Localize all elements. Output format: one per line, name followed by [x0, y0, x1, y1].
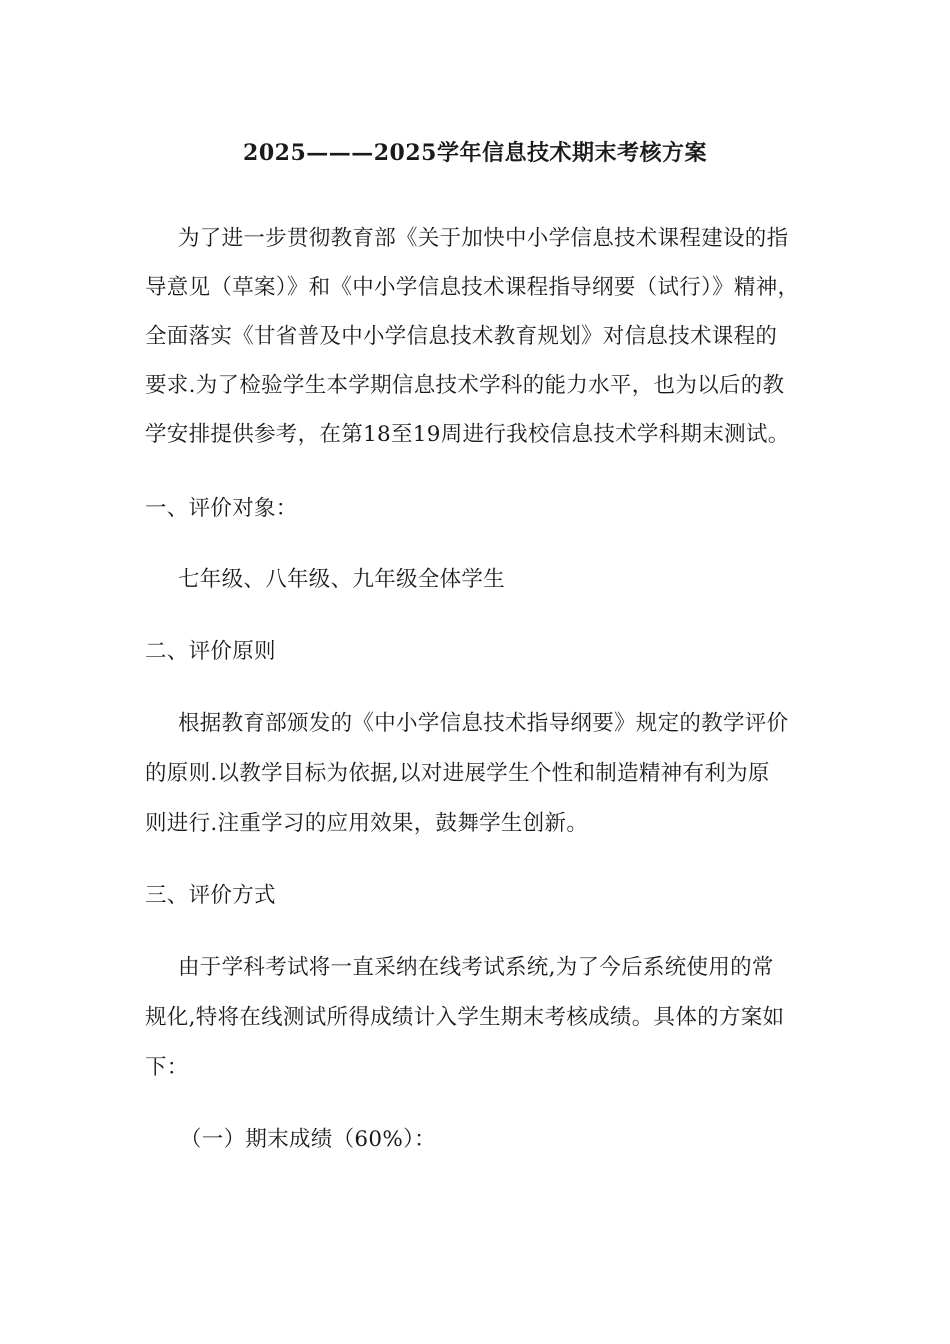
- section3-line-1: 由于学科考试将一直采纳在线考试系统,为了今后系统使用的常: [178, 955, 774, 980]
- section1-heading: 一、评价对象：: [145, 496, 298, 521]
- section2-line-2: 的原则.以教学目标为依据,以对进展学生个性和制造精神有利为原: [145, 761, 770, 786]
- intro-line-2: 导意见（草案）》和《中小学信息技术课程指导纲要（试行）》精神，: [145, 275, 800, 300]
- section3-line-3: 下：: [145, 1055, 189, 1080]
- section2-line-1: 根据教育部颁发的《中小学信息技术指导纲要》规定的教学评价: [178, 711, 789, 736]
- document-title: 2025———2025学年信息技术期末考核方案: [243, 140, 707, 166]
- section3-heading: 三、评价方式: [145, 883, 276, 908]
- section3-subheading-1: （一）期末成绩（60%）：: [180, 1127, 436, 1152]
- section2-line-3: 则进行.注重学习的应用效果，鼓舞学生创新。: [145, 811, 589, 836]
- section3-line-2: 规化,特将在线测试所得成绩计入学生期末考核成绩。具体的方案如: [145, 1005, 785, 1030]
- section2-heading: 二、评价原则: [145, 639, 276, 664]
- intro-line-5: 学安排提供参考，在第18至19周进行我校信息技术学科期末测试。: [145, 422, 790, 447]
- intro-line-4: 要求.为了检验学生本学期信息技术学科的能力水平，也为以后的教: [145, 373, 785, 398]
- intro-line-3: 全面落实《甘省普及中小学信息技术教育规划》对信息技术课程的: [145, 324, 778, 349]
- intro-line-1: 为了进一步贯彻教育部《关于加快中小学信息技术课程建设的指: [178, 226, 789, 251]
- section1-body: 七年级、八年级、九年级全体学生: [178, 567, 506, 592]
